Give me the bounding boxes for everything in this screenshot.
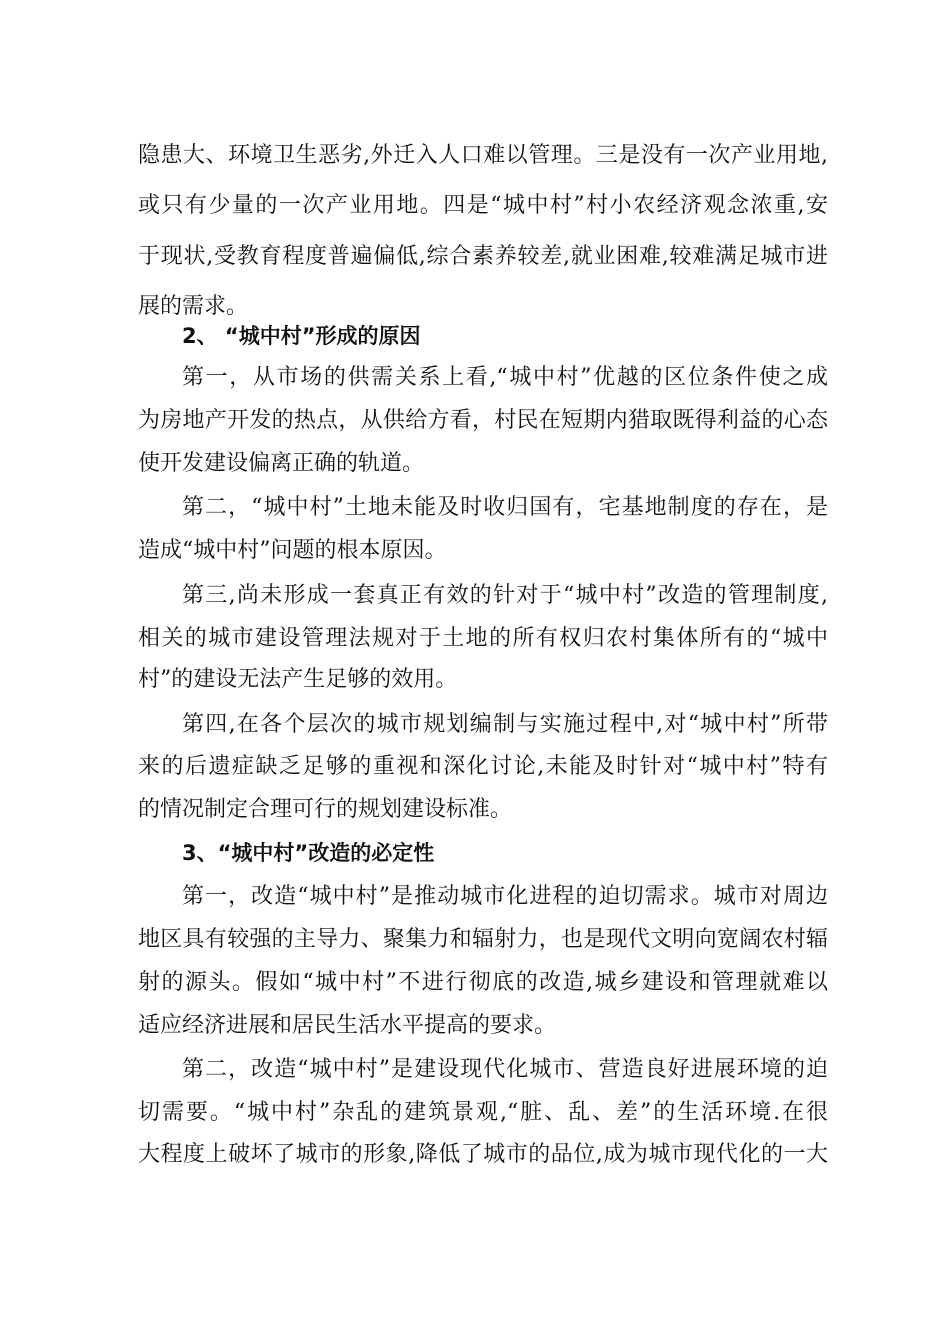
body-text-line: 射的源头。假如“城中村”不进行彻底的改造,城乡建设和管理就难以 — [138, 970, 828, 995]
body-text-line: 为房地产开发的热点，从供给方看，村民在短期内猎取既得利益的心态 — [138, 408, 828, 433]
body-text-line: 的情况制定合理可行的规划建设标准。 — [138, 797, 513, 822]
body-text-line: 第三,尚未形成一套真正有效的针对于“城中村”改造的管理制度, — [182, 583, 828, 608]
body-text-line: 第一，改造“城中村”是推动城市化进程的迫切需求。城市对周边 — [182, 884, 828, 909]
body-text-line: 第二，改造“城中村”是建设现代化城市、营造良好进展环境的迫 — [182, 1057, 828, 1082]
body-text-line: 相关的城市建设管理法规对于土地的所有权归农村集体所有的“城中 — [138, 626, 828, 651]
body-text-line: 第一，从市场的供需关系上看,“城中村”优越的区位条件使之成 — [182, 365, 828, 390]
body-text-line: 适应经济进展和居民生活水平提高的要求。 — [138, 1013, 557, 1038]
body-text-line: 来的后遗症缺乏足够的重视和深化讨论,未能及时针对“城中村”特有 — [138, 754, 828, 779]
body-text-line: 造成“城中村”问题的根本原因。 — [138, 538, 447, 563]
section-heading-3: 3、“城中村”改造的必定性 — [182, 841, 435, 865]
body-text-line: 村”的建设无法产生足够的效用。 — [138, 667, 458, 692]
section-heading-2: 2、 “城中村”形成的原因 — [182, 324, 421, 348]
body-text-line: 地区具有较强的主导力、聚集力和辐射力，也是现代文明向宽阔农村辐 — [138, 927, 828, 952]
body-text-line: 第二，“城中村”土地未能及时收归国有，宅基地制度的存在，是 — [182, 495, 828, 520]
body-text-line: 第四,在各个层次的城市规划编制与实施过程中,对“城中村”所带 — [182, 712, 828, 737]
body-text-line: 展的需求。 — [138, 294, 249, 319]
body-text-line: 于现状,受教育程度普遍偏低,综合素养较差,就业困难,较难满足城市进 — [138, 244, 828, 269]
body-text-line: 切需要。“城中村”杂乱的建筑景观,“脏、乱、差”的生活环境.在很 — [138, 1100, 828, 1125]
body-text-line: 使开发建设偏离正确的轨道。 — [138, 451, 425, 476]
body-text-line: 或只有少量的一次产业用地。四是“城中村”村小农经济观念浓重,安 — [138, 193, 828, 218]
body-text-line: 隐患大、环境卫生恶劣,外迁入人口难以管理。三是没有一次产业用地, — [138, 143, 828, 168]
body-text-line: 大程度上破坏了城市的形象,降低了城市的品位,成为城市现代化的一大 — [138, 1142, 828, 1167]
